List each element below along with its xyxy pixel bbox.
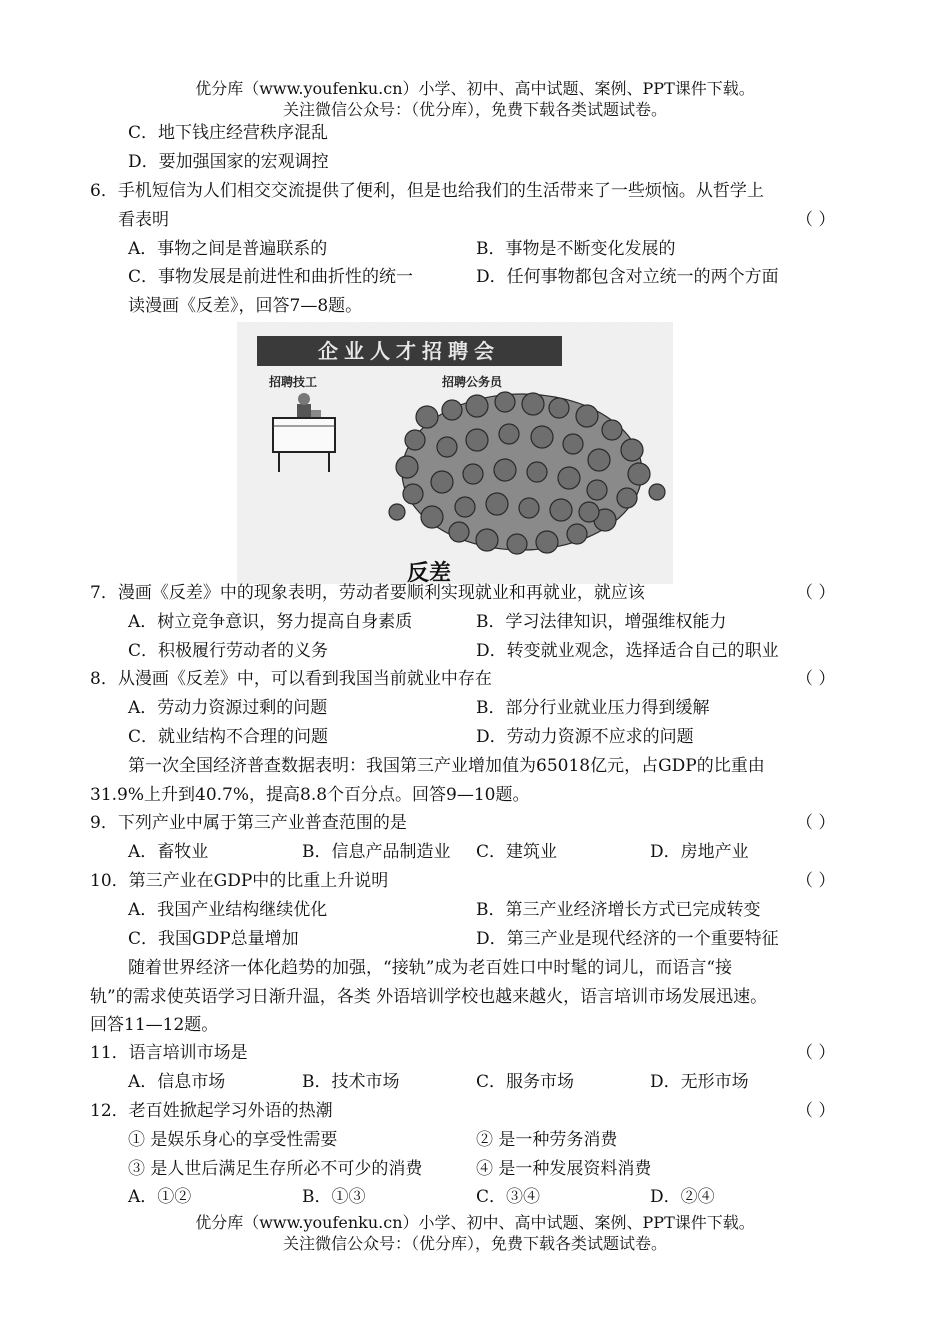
- q6-option-c: C．事物发展是前进性和曲折性的统一: [128, 267, 414, 287]
- comic-right-sign: 招聘公务员: [442, 375, 503, 389]
- q8-answer-paren: （ ）: [796, 669, 836, 689]
- q12-option-d: D．②④: [650, 1187, 715, 1207]
- passage-1-line-2: 31.9%上升到40.7%，提高8.8个百分点。回答9—10题。: [90, 785, 530, 805]
- q11-answer-paren: （ ）: [796, 1043, 836, 1063]
- q7-option-b: B．学习法律知识，增强维权能力: [476, 612, 727, 632]
- q11-stem: 11．语言培训市场是: [90, 1043, 248, 1063]
- q12-answer-paren: （ ）: [796, 1101, 836, 1121]
- passage-2-line-1: 随着世界经济一体化趋势的加强，“接轨”成为老百姓口中时髦的词儿，而语言“接: [128, 958, 733, 978]
- q10-option-d: D．第三产业是现代经济的一个重要特征: [476, 929, 779, 949]
- q11-option-d: D．无形市场: [650, 1072, 749, 1092]
- q11-option-a: A．信息市场: [128, 1072, 226, 1092]
- comic-caption: 反差: [407, 561, 452, 584]
- passage-1-line-1: 第一次全国经济普查数据表明：我国第三产业增加值为65018亿元，占GDP的比重由: [128, 756, 765, 776]
- q6-option-b: B．事物是不断变化发展的: [476, 239, 676, 259]
- q6-stem-line-2: 看表明: [118, 210, 169, 230]
- passage-2-line-3: 回答11—12题。: [90, 1015, 219, 1035]
- q7-option-c: C．积极履行劳动者的义务: [128, 641, 329, 661]
- comic-left-sign: 招聘技工: [269, 375, 318, 389]
- q10-stem: 10．第三产业在GDP中的比重上升说明: [90, 871, 389, 891]
- comic-illustration: [237, 322, 673, 584]
- q8-option-d: D．劳动力资源不应求的问题: [476, 727, 694, 747]
- q8-stem: 8．从漫画《反差》中，可以看到我国当前就业中存在: [90, 669, 492, 689]
- q11-option-c: C．服务市场: [476, 1072, 575, 1092]
- comic-intro: 读漫画《反差》，回答7—8题。: [128, 296, 363, 316]
- q9-option-d: D．房地产业: [650, 842, 749, 862]
- q7-option-a: A．树立竞争意识，努力提高自身素质: [128, 612, 413, 632]
- q6-answer-paren: （ ）: [796, 210, 836, 230]
- q8-option-c: C．就业结构不合理的问题: [128, 727, 329, 747]
- q9-stem: 9．下列产业中属于第三产业普查范围的是: [90, 813, 407, 833]
- q9-option-b: B．信息产品制造业: [302, 842, 451, 862]
- q12-option-b: B．①③: [302, 1187, 366, 1207]
- q6-stem-line-1: 6．手机短信为人们相交交流提供了便利，但是也给我们的生活带来了一些烦恼。从哲学上: [90, 181, 764, 201]
- q5-option-c: C．地下钱庄经营秩序混乱: [128, 123, 329, 143]
- footer-line-1: 优分库（www.youfenku.cn）小学、初中、高中试题、案例、PPT课件下载。: [195, 1213, 755, 1232]
- q10-answer-paren: （ ）: [796, 871, 836, 891]
- q7-option-d: D．转变就业观念，选择适合自己的职业: [476, 641, 779, 661]
- q12-option-c: C．③④: [476, 1187, 541, 1207]
- passage-2-line-2: 轨”的需求使英语学习日渐升温，各类 外语培训学校也越来越火，语言培训市场发展迅速。: [90, 987, 768, 1007]
- q12-statement-3: ③ 是人世后满足生存所必不可少的消费: [128, 1159, 423, 1179]
- q6-option-d: D．任何事物都包含对立统一的两个方面: [476, 267, 779, 287]
- q11-option-b: B．技术市场: [302, 1072, 400, 1092]
- q7-stem: 7．漫画《反差》中的现象表明，劳动者要顺利实现就业和再就业，就应该: [90, 583, 645, 603]
- q5-option-d: D．要加强国家的宏观调控: [128, 152, 329, 172]
- footer-line-2: 关注微信公众号：（优分库），免费下载各类试题试卷。: [282, 1234, 667, 1253]
- q12-statement-2: ② 是一种劳务消费: [476, 1130, 618, 1150]
- q12-stem: 12．老百姓掀起学习外语的热潮: [90, 1101, 333, 1121]
- q9-answer-paren: （ ）: [796, 813, 836, 833]
- q10-option-c: C．我国GDP总量增加: [128, 929, 299, 949]
- q12-statement-4: ④ 是一种发展资料消费: [476, 1159, 652, 1179]
- q6-option-a: A．事物之间是普遍联系的: [128, 239, 328, 259]
- q10-option-b: B．第三产业经济增长方式已完成转变: [476, 900, 761, 920]
- q7-answer-paren: （ ）: [796, 583, 836, 603]
- q9-option-a: A．畜牧业: [128, 842, 209, 862]
- q12-option-a: A．①②: [128, 1187, 192, 1207]
- q8-option-a: A．劳动力资源过剩的问题: [128, 698, 328, 718]
- header-line-2: 关注微信公众号：（优分库），免费下载各类试题试卷。: [282, 100, 667, 119]
- comic-banner-text: 企业人才招聘会: [318, 339, 500, 363]
- q10-option-a: A．我国产业结构继续优化: [128, 900, 328, 920]
- q12-statement-1: ① 是娱乐身心的享受性需要: [128, 1130, 338, 1150]
- header-line-1: 优分库（www.youfenku.cn）小学、初中、高中试题、案例、PPT课件下载。: [195, 79, 755, 98]
- q9-option-c: C．建筑业: [476, 842, 558, 862]
- q8-option-b: B．部分行业就业压力得到缓解: [476, 698, 710, 718]
